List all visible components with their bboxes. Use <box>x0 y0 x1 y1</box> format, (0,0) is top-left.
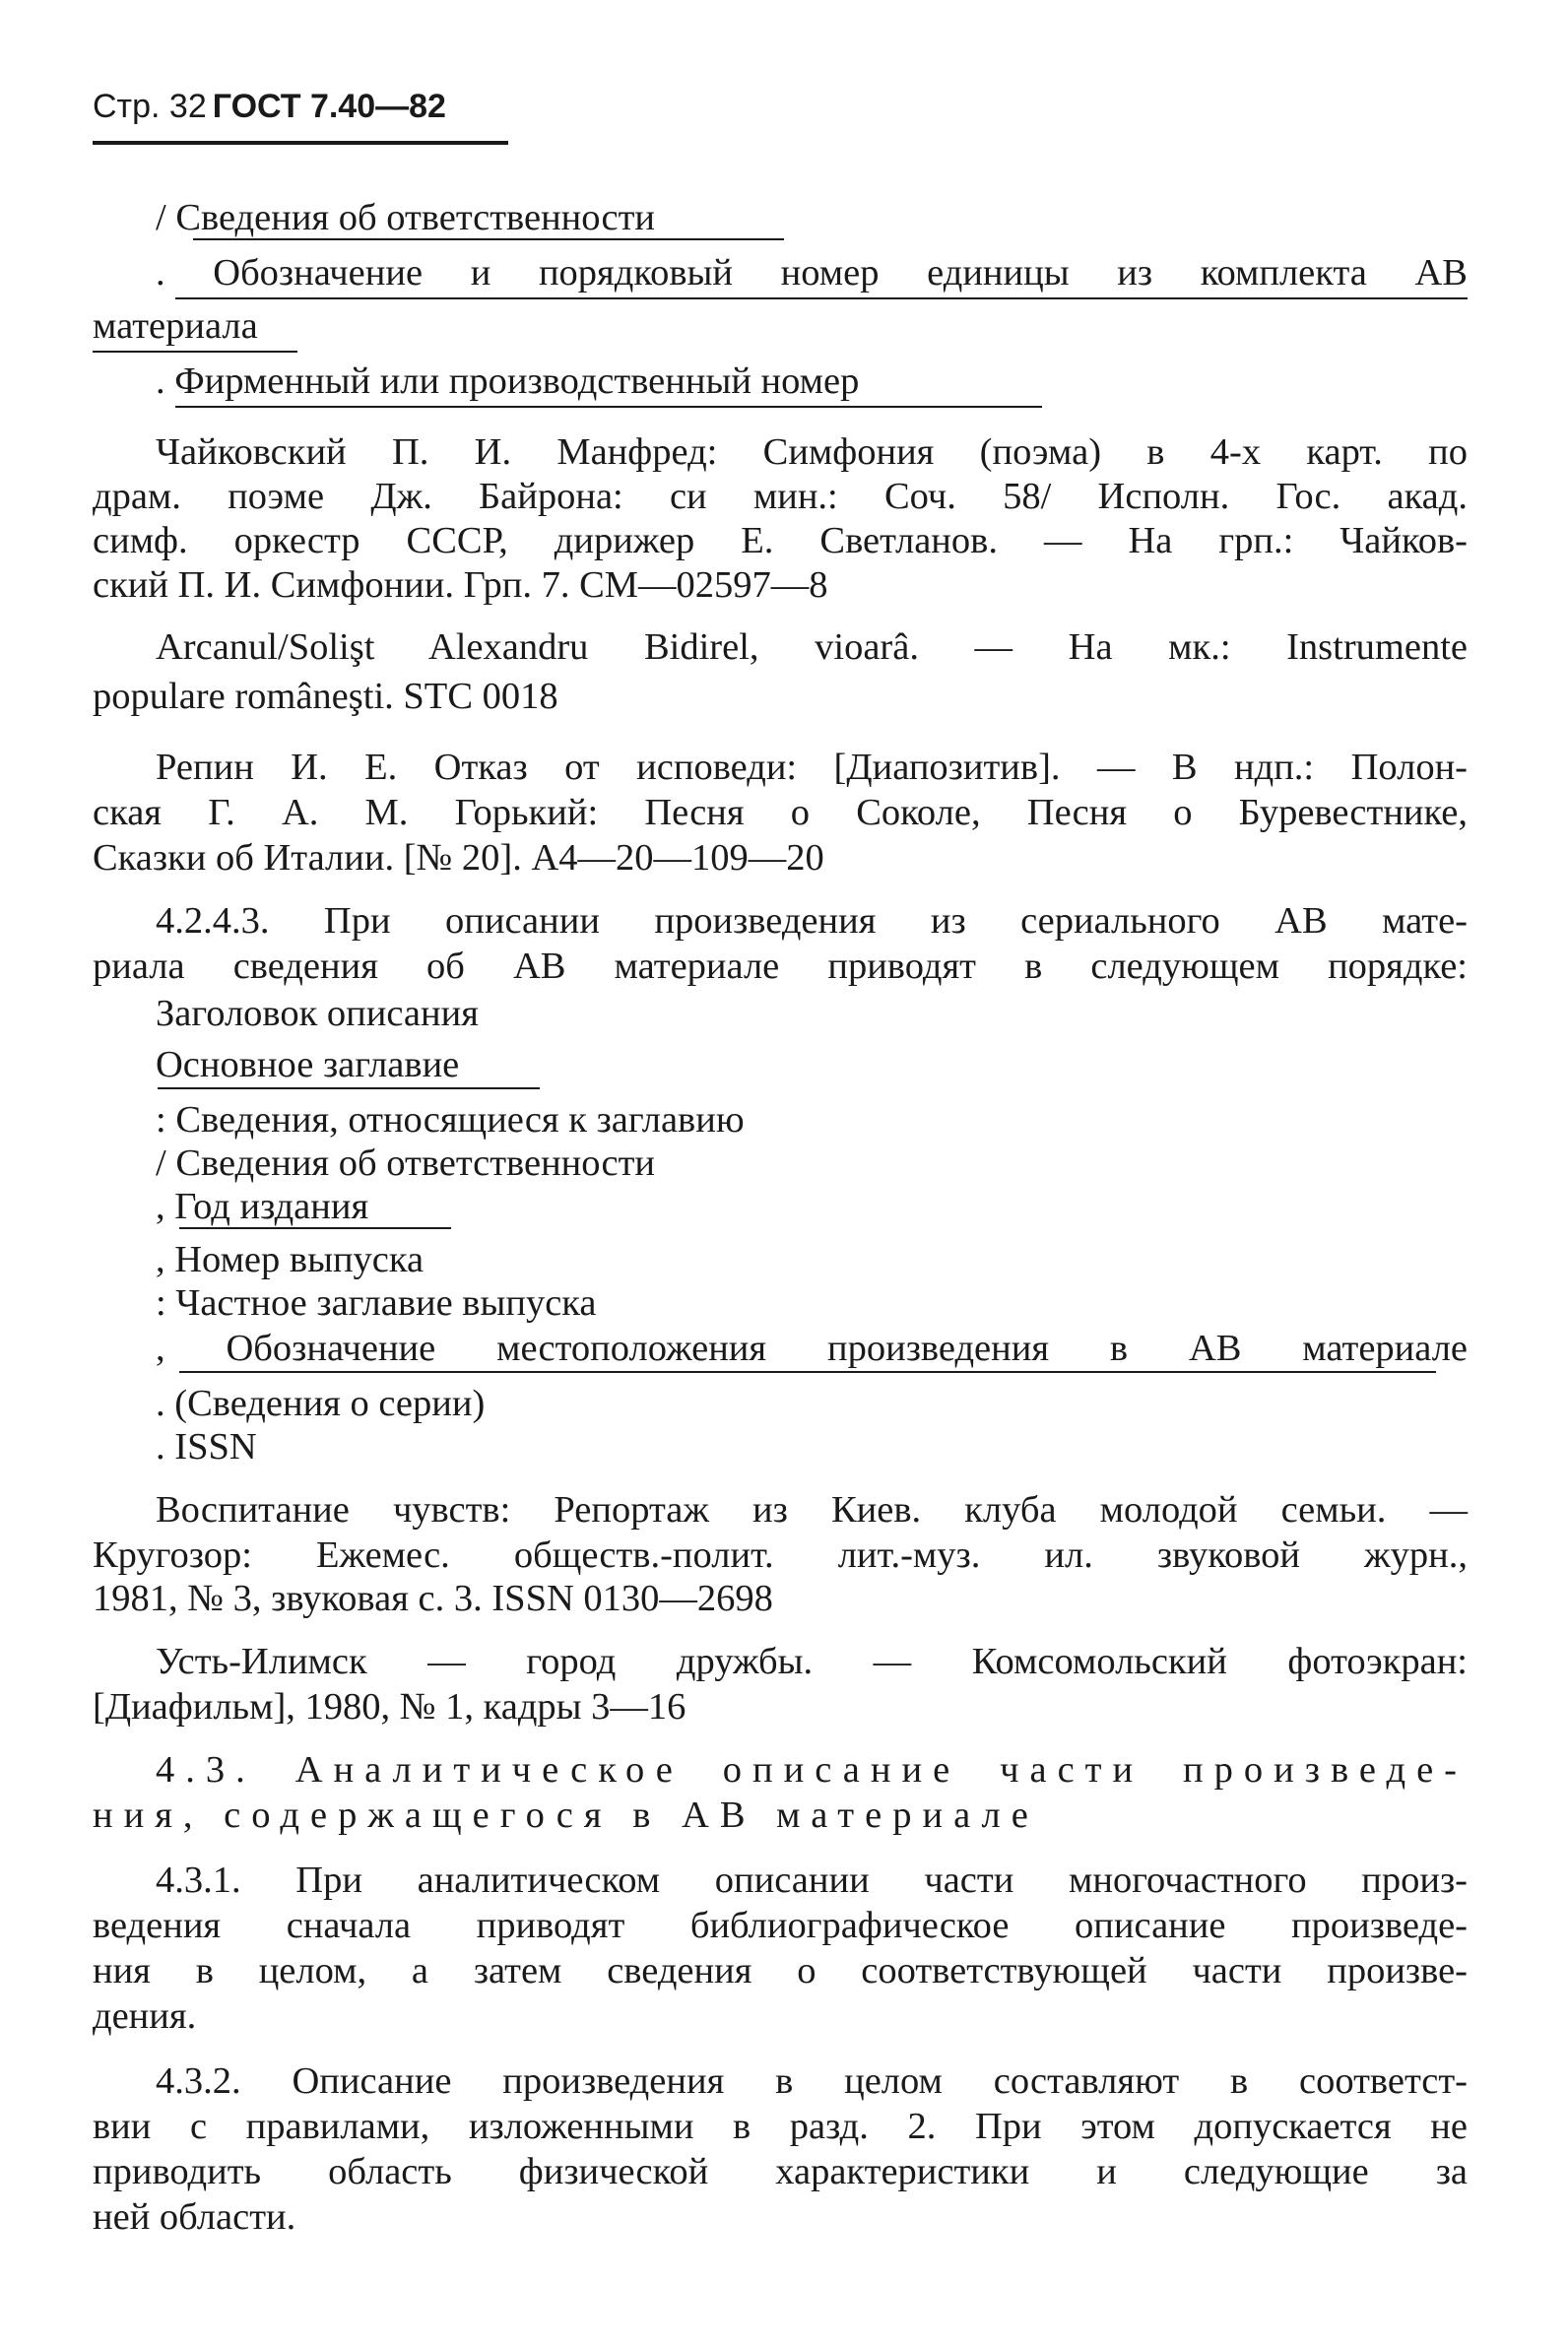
standard-code: ГОСТ 7.40—82 <box>212 88 446 125</box>
clause-431-l2: ведения сначала приводят библиографическое описание произведе- <box>93 1905 1468 1946</box>
example-vospitanie-l1: Воспитание чувств: Репортаж из Киев. клуба молодой семьи. — <box>156 1489 1468 1531</box>
underline <box>179 1371 1436 1373</box>
example-vospitanie-l3: 1981, № 3, звуковая с. 3. ISSN 0130—2698 <box>93 1578 773 1619</box>
clause-432-l3: приводить область физической характеристики и следующие за <box>93 2151 1468 2192</box>
example-vospitanie-l2: Кругозор: Ежемес. обществ.-полит. лит.-муз. ил. звуковой журн., <box>93 1534 1468 1576</box>
clause-432-l2: вии с правилами, изложенными в разд. 2. При этом допускается не <box>93 2106 1468 2147</box>
page-number: Стр. 32 <box>93 88 207 125</box>
scheme-a-responsibility: / Сведения об ответственности <box>156 197 656 238</box>
section-43-heading-l1: 4.3. Аналитическое описание части произведе- <box>156 1749 1468 1791</box>
example-ust-ilimsk-l2: [Диафильм], 1980, № 1, кадры 3—16 <box>93 1686 686 1728</box>
scheme-b-responsibility: / Сведения об ответственности <box>156 1142 656 1184</box>
example-repin-l3: Сказки об Италии. [№ 20]. А4—20—109—20 <box>93 837 824 879</box>
scheme-b-series: . (Сведения о серии) <box>156 1383 486 1424</box>
scheme-b-issue-number: , Номер выпуска <box>156 1239 425 1280</box>
scheme-b-main-title: Основное заглавие <box>156 1044 460 1085</box>
example-tchaikovsky-l4: ский П. И. Симфонии. Грп. 7. СМ—02597—8 <box>93 564 828 606</box>
example-ust-ilimsk-l1: Усть-Илимск — город дружбы. — Комсомольский фотоэкран: <box>156 1641 1468 1682</box>
clause-431-l1: 4.3.1. При аналитическом описании части многочастного произ- <box>156 1860 1468 1901</box>
example-repin-l2: ская Г. А. М. Горький: Песня о Соколе, Песня о Буревестнике, <box>93 792 1468 833</box>
scheme-b-issn: . ISSN <box>156 1426 257 1468</box>
clause-432-l1: 4.3.2. Описание произведения в целом составляют в соответст- <box>156 2060 1468 2102</box>
scheme-b-location: , Обозначение местоположения произведения в АВ материале <box>156 1328 1468 1369</box>
example-tchaikovsky-l3: симф. оркестр СССР, дирижер Е. Светланов. — На грп.: Чайков- <box>93 520 1468 561</box>
scheme-b-year: , Год издания <box>156 1186 369 1227</box>
section-43-heading-l2: ния, содержащегося в АВ материале <box>93 1794 1039 1836</box>
header-rule <box>93 141 508 145</box>
scheme-a-unit-line1: . Обозначение и порядковый номер единицы из комплекта АВ <box>156 252 1468 294</box>
clause-432-l4: ней области. <box>93 2196 296 2238</box>
underline <box>175 297 1468 299</box>
scheme-a-firm-number: . Фирменный или производственный номер <box>156 360 860 402</box>
underline <box>158 1087 540 1089</box>
page-header <box>93 85 446 128</box>
underline <box>193 238 784 240</box>
scheme-b-issue-title: : Частное заглавие выпуска <box>156 1282 597 1324</box>
underline <box>179 1227 451 1229</box>
clause-431-l4: дения. <box>93 1995 197 2037</box>
clause-431-l3: ния в целом, а затем сведения о соответствующей части произве- <box>93 1950 1468 1991</box>
scheme-b-title-info: : Сведения, относящиеся к заглавию <box>156 1099 745 1141</box>
example-arcanul-l1: Arcanul/Solişt Alexandru Bidirel, vioarâ. — На мк.: Instrumente <box>156 626 1468 668</box>
example-tchaikovsky-l1: Чайковский П. И. Манфред: Симфония (поэма) в 4-х карт. по <box>156 431 1468 473</box>
clause-4243-l1: 4.2.4.3. При описании произведения из сериального АВ мате- <box>156 900 1468 942</box>
underline <box>93 351 297 353</box>
example-arcanul-l2: populare româneşti. STC 0018 <box>93 676 558 717</box>
clause-4243-l2: риала сведения об АВ материале приводят в следующем порядке: <box>93 946 1468 987</box>
scheme-a-unit-line2: материала <box>93 305 258 347</box>
underline <box>175 406 1042 408</box>
example-repin-l1: Репин И. Е. Отказ от исповеди: [Диапозитив]. — В ндп.: Полон- <box>156 747 1468 788</box>
scheme-b-heading: Заголовок описания <box>156 993 479 1034</box>
example-tchaikovsky-l2: драм. поэме Дж. Байрона: си мин.: Соч. 58/ Исполн. Гос. акад. <box>93 476 1468 517</box>
